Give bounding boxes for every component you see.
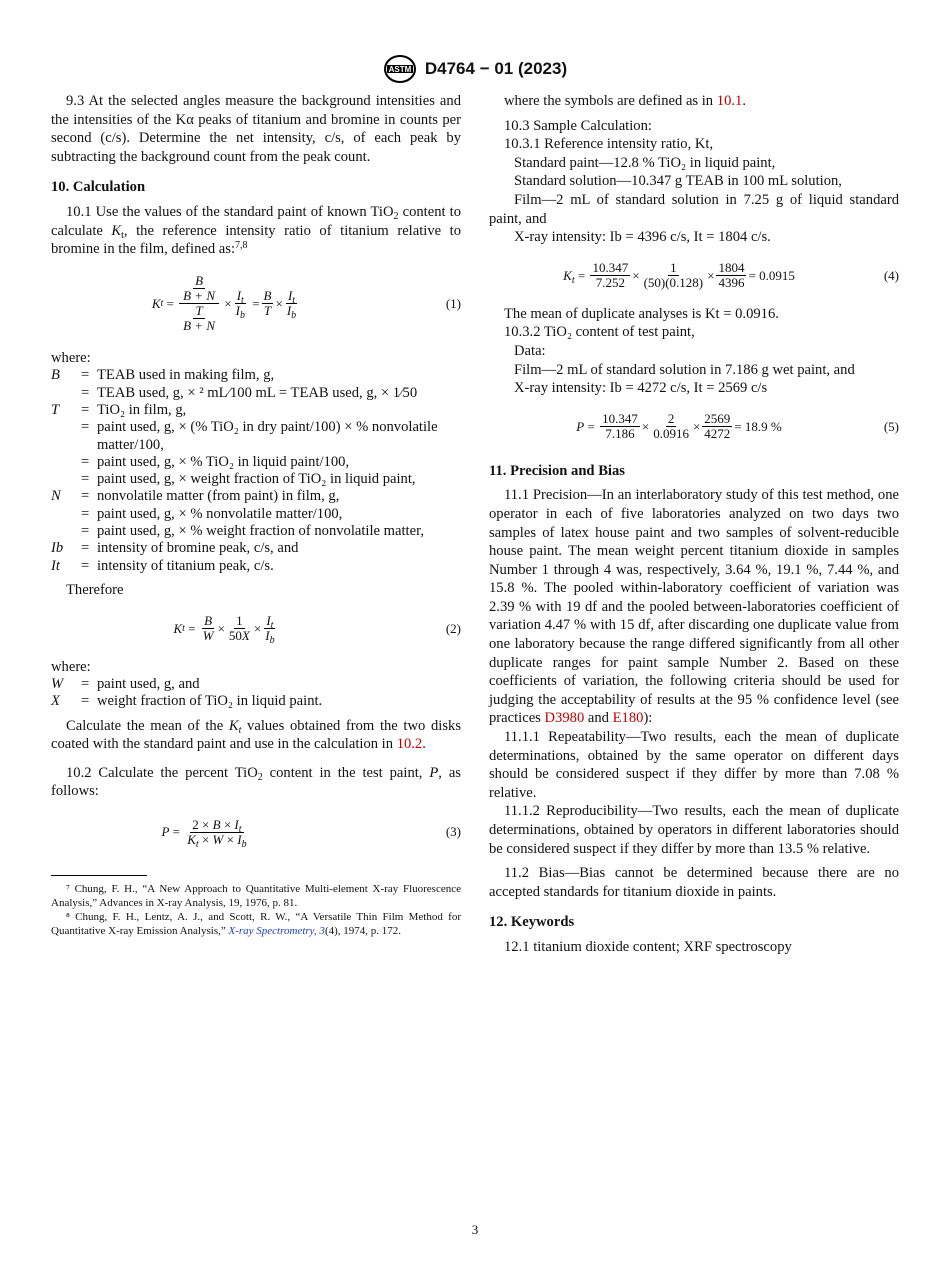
page-header [0,52,950,86]
paragraph-10-1: 10.1 Use the values of the standard paint of known TiO$_2$ content to calculate $K_t$, the reference intensity ratio of titanium relative to bromine in the film, defined as:$^{7,8}$ [51,203,461,258]
def-equals: = [81,676,90,693]
def-symbol [51,506,81,523]
mean-duplicate: The mean of duplicate analyses is Kt = 0.0916. [504,305,779,322]
def-equals: = [81,693,90,710]
link-10-2[interactable]: 10.2 [396,736,423,753]
paragraph-10-2: 10.2 Calculate the percent TiO$_2$ content in the test paint, P, as follows: [51,764,461,800]
paragraph-9-3: 9.3 At the selected angles measure the background intensities and the intensities of the Kα peaks of titanium and bromine in counts per second (c/s). Determine the net intensity, c/s, of each peak by subtracting the background count from the peak count. [51,93,461,165]
paragraph-12-1: 12.1 titanium dioxide content; XRF spectroscopy [504,938,792,955]
document-id: D4764 − 01 (2023) [424,59,568,78]
def-symbol [51,471,81,488]
def-text: TiO₂ in film, g, [97,401,187,418]
left-column [51,92,461,938]
paragraph-11-1-2: 11.1.2 Reproducibility—Two results, each the mean of duplicate determinations, obtained by operators in different laboratories should be considered suspect if they differ by more than 13.5 % relative. [489,803,899,857]
def-equals: = [81,367,90,384]
equation-5: P = $\frac{10.347}{7.186}$ × $\frac{2}{0.0916}$ × $\frac{2569}{4272}$ = 18.9 % (5) [576,411,899,442]
def-equals: = [81,540,90,557]
def-equals: = [81,523,90,540]
def-text: paint used, g, and [97,676,200,693]
equation-number-2: (2) [445,620,461,636]
equation-4: $K_t$ = $\frac{10.347}{7.252}$ × $\frac{1}{(50)(0.128)}$ × $\frac{1804}{4396}$ = 0.0915 (4) [563,260,899,291]
definitions-list-1 [51,367,461,575]
xray-intensity-1: X-ray intensity: Ib = 4396 c/s, It = 1804 c/s. [514,229,771,246]
heading-keywords: 12. Keywords [489,914,575,931]
paragraph-11-1: 11.1 Precision—In an interlaboratory study of this test method, one operator in each of five laboratories analyzed on two days two samples of latex house paint and two samples of solvent-reducible house paint. The mean weight percent titanium dioxide in samples Number 1 through 4 was, respectively, 3.64 %, 19.1 %, 7.44 %, and 15.8 %. The pooled within-laboratory coefficient of variation was 2.39 % with 19 df and the pooled between-laboratories coefficient of variation 4.47 % with 15 df, after discarding one duplicate value from one laboratory because the range differed significantly from all other duplicate ranges for paint sample Number 2. Based on these coefficients of variation, the following criteria should be used for judging the acceptability of results at the 95 % confidence level (see practices D3980 and E180): [489,487,899,727]
def-equals: = [81,401,90,418]
footnote-8: ⁸ Chung, F. H., Lentz, A. J., and Scott, R. W., “A Versatile Thin Film Method for Quantitative X-ray Emission Analysis,” X-ray Spectrometry, 3(4), 1974, p. 172. [51,911,461,938]
astm-logo-icon [383,54,417,84]
paragraph-11-2: 11.2 Bias—Bias cannot be determined because there are no accepted standards for titanium dioxide in paints. [489,865,899,900]
paragraph-mean: Calculate the mean of the $K_t$ values obtained from the two disks coated with the standard paint and use in the calculation in 10.2. [51,717,461,753]
therefore-label: Therefore [66,581,124,598]
def-text: TEAB used, g, × ² mL⁄100 mL = TEAB used, g, × 1⁄50 [97,384,418,401]
equation-number-1: (1) [445,295,461,311]
def-text: intensity of titanium peak, c/s. [97,557,274,574]
heading-calculation: 10. Calculation [51,179,146,196]
definitions-list-2 [51,676,461,711]
def-equals: = [81,419,90,436]
def-symbol: W [51,676,64,693]
def-symbol [51,385,81,402]
heading-precision-bias: 11. Precision and Bias [489,462,625,479]
film-description: Film—2 mL of standard solution in 7.25 g of liquid standard paint, and [489,191,899,227]
standard-solution: Standard solution—10.347 g TEAB in 100 mL solution, [514,173,842,190]
def-symbol: Ib [51,540,64,557]
def-text: paint used, g, × % TiO₂ in liquid paint/100, [97,453,350,470]
link-xray-spectrometry[interactable]: X-ray Spectrometry, 3 [228,925,325,938]
def-equals: = [81,557,90,574]
def-text: paint used, g, × % weight fraction of nonvolatile matter, [97,523,424,540]
def-text: paint used, g, × % nonvolatile matter/100, [97,505,343,522]
data-label: Data: [514,342,546,359]
where-label: where: [51,349,91,366]
film-description-2: Film—2 mL of standard solution in 7.186 g wet paint, and [514,361,855,378]
equation-number-4: (4) [883,267,899,283]
def-text: weight fraction of TiO₂ in liquid paint. [97,693,323,710]
def-symbol: B [51,367,60,384]
equation-1: K t = $\frac{\frac{B}{B + N}}{\frac{T}{B + N}}$ × $\frac{I_t}{I_b}$ = $\frac{B}{T}$ × $\frac{I_t}{I_b}$ (1) [151,273,461,334]
def-symbol: N [51,488,61,505]
def-text: paint used, g, × weight fraction of TiO₂ in liquid paint, [97,471,416,488]
footnote-7: ⁷ Chung, F. H., “A New Approach to Quantitative Multi-element X-ray Fluorescence Analysis,” Advances in X-ray Analysis, 19, 1976, p. 81. [51,883,461,910]
equation-number-5: (5) [883,418,899,434]
paragraph-10-3-1: 10.3.1 Reference intensity ratio, Kt, [504,136,714,153]
paragraph-10-3: 10.3 Sample Calculation: [504,117,652,134]
equation-3: P = $\frac{2 \times B \times I_t}{K_t \times W \times I_b}$ (3) [161,816,461,850]
def-equals: = [81,488,90,505]
def-equals: = [81,471,90,488]
def-text: paint used, g, × (% TiO₂ in dry paint/100) × % nonvolatile matter/100, [97,419,438,453]
standard-paint: Standard paint—12.8 % TiO₂ in liquid paint, [514,154,776,171]
xray-intensity-2: X-ray intensity: Ib = 4272 c/s, It = 2569 c/s [514,380,768,397]
def-symbol: It [51,557,60,574]
def-equals: = [81,453,90,470]
link-d3980[interactable]: D3980 [544,710,585,727]
where-symbols: where the symbols are defined as in 10.1. [504,93,746,109]
equation-number-3: (3) [445,824,461,840]
def-equals: = [81,505,90,522]
link-10-1[interactable]: 10.1 [716,93,743,109]
link-e180[interactable]: E180 [612,710,644,727]
def-symbol [51,419,81,454]
page-number: 3 [471,1222,479,1237]
footnote-divider [51,875,147,876]
def-symbol [51,454,81,471]
def-text: intensity of bromine peak, c/s, and [97,540,299,557]
def-symbol: X [51,693,60,710]
paragraph-11-1-1: 11.1.1 Repeatability—Two results, each the mean of duplicate determinations, obtained by the same operator on different days should be considered suspect if they differ by more than 7.08 % relative. [489,729,899,801]
svg-text:ASTM: ASTM [388,65,412,74]
def-symbol: T [51,401,60,418]
def-text: nonvolatile matter (from paint) in film, g, [97,488,340,505]
def-equals: = [81,384,90,401]
def-symbol [51,523,81,540]
def-text: TEAB used in making film, g, [97,367,275,384]
equation-2: K t = $\frac{B}{W}$ × $\frac{1}{50X}$ × $\frac{I_t}{I_b}$ (2) [173,613,461,646]
paragraph-10-3-2: 10.3.2 TiO₂ content of test paint, [504,324,695,341]
right-column [489,92,899,957]
where-label-2: where: [51,658,91,675]
